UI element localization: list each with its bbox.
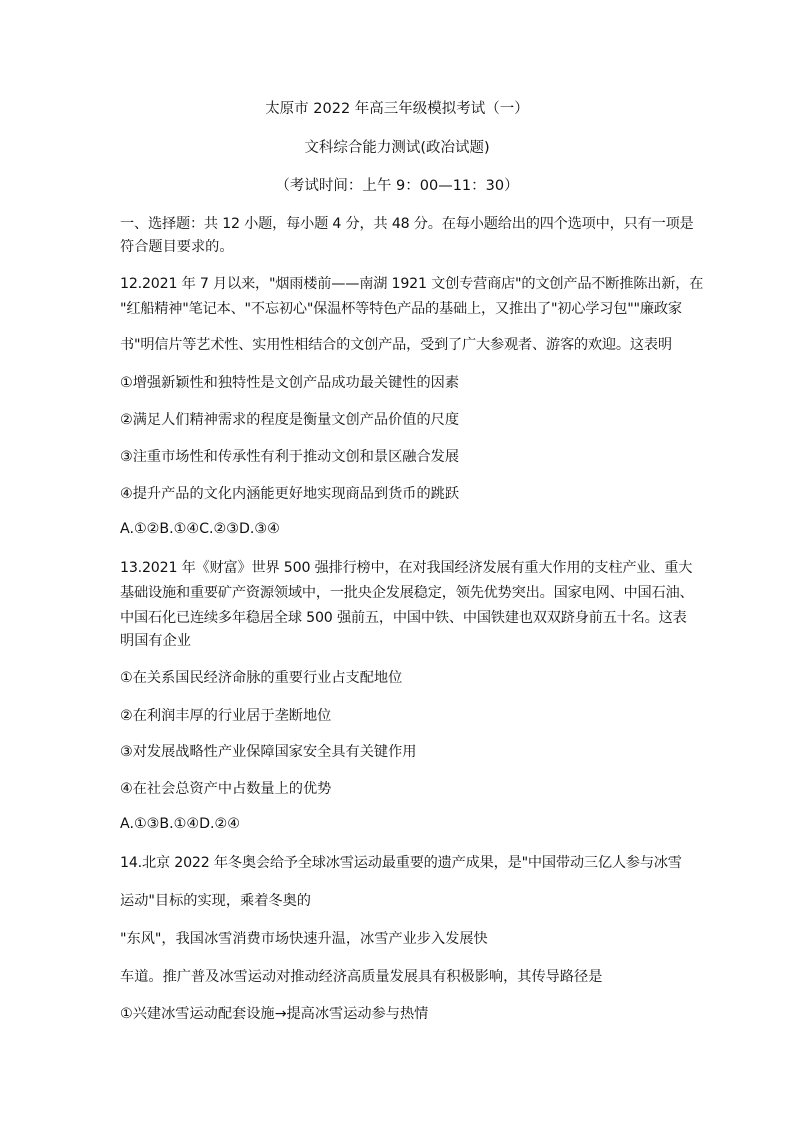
exam-time: （考试时间：上午 9：00—11：30） bbox=[275, 178, 519, 194]
q12-option-4: ④提升产品的文化内涵能更好地实现商品到货币的跳跃 bbox=[120, 486, 460, 502]
q12-option-2: ②满足人们精神需求的程度是衡量文创产品价值的尺度 bbox=[120, 412, 460, 428]
q13-answer-choices: A.①③B.①④D.②④ bbox=[120, 816, 240, 832]
q12-stem-line-2: "红船精神"笔记本、"不忘初心"保温杯等特色产品的基础上，又推出了"初心学习包""廉政家 bbox=[120, 301, 682, 317]
q13-option-1: ①在关系国民经济命脉的重要行业占支配地位 bbox=[120, 670, 403, 686]
q12-answer-choices: A.①②B.①④C.②③D.③④ bbox=[120, 521, 280, 537]
q12-stem-line-1: 12.2021 年 7 月以来，"烟雨楼前——南湖 1921 文创专营商店"的文创产品不断推陈出新，在 bbox=[120, 276, 704, 292]
q14-stem-line-4: 车道。推广普及冰雪运动对推动经济高质量发展具有积极影响，其传导路径是 bbox=[120, 969, 603, 985]
q12-option-3: ③注重市场性和传承性有利于推动文创和景区融合发展 bbox=[120, 449, 460, 465]
q14-option-1: ①兴建冰雪运动配套设施→提高冰雪运动参与热情 bbox=[120, 1006, 429, 1022]
q14-stem-line-2: 运动"目标的实现，乘着冬奥的 bbox=[120, 893, 311, 909]
q13-stem-line-4: 明国有企业 bbox=[120, 633, 191, 649]
q13-stem-line-3: 中国石化已连续多年稳居全球 500 强前五，中国中铁、中国铁建也双双跻身前五十名。这表 bbox=[120, 610, 687, 626]
q13-stem-line-1: 13.2021 年《财富》世界 500 强排行榜中，在对我国经济发展有重大作用的支柱产业、重大 bbox=[120, 560, 693, 576]
q12-option-1: ①增强新颖性和独特性是文创产品成功最关键性的因素 bbox=[120, 375, 460, 391]
exam-subtitle: 文科综合能力测试(政冶试题) bbox=[304, 140, 490, 156]
q13-option-4: ④在社会总资产中占数量上的优势 bbox=[120, 781, 332, 797]
q14-stem-line-3: "东风"，我国冰雪消费市场快速升温，冰雪产业步入发展快 bbox=[120, 931, 488, 947]
section-instruction-line-2: 符合题目要求的。 bbox=[120, 239, 234, 255]
q13-stem-line-2: 基础设施和重要矿产资源领域中，一批央企发展稳定，领先优势突出。国家电网、中国石油、 bbox=[120, 585, 694, 601]
q14-stem-line-1: 14.北京 2022 年冬奥会给予全球冰雪运动最重要的遗产成果，是"中国带动三亿人参与冰雪 bbox=[120, 855, 682, 871]
q12-stem-line-3: 书"明信片等艺术性、实用性相结合的文创产品，受到了广大参观者、游客的欢迎。这表明 bbox=[120, 337, 672, 353]
q13-option-2: ②在利润丰厚的行业居于垄断地位 bbox=[120, 708, 332, 724]
section-instruction-line-1: 一、选择题：共 12 小题，每小题 4 分，共 48 分。在每小题给出的四个选项中，只有一项是 bbox=[120, 216, 694, 232]
q13-option-3: ③对发展战略性产业保障国家安全具有关键作用 bbox=[120, 744, 417, 760]
exam-title: 太原市 2022 年高三年级模拟考试（一） bbox=[265, 101, 529, 117]
